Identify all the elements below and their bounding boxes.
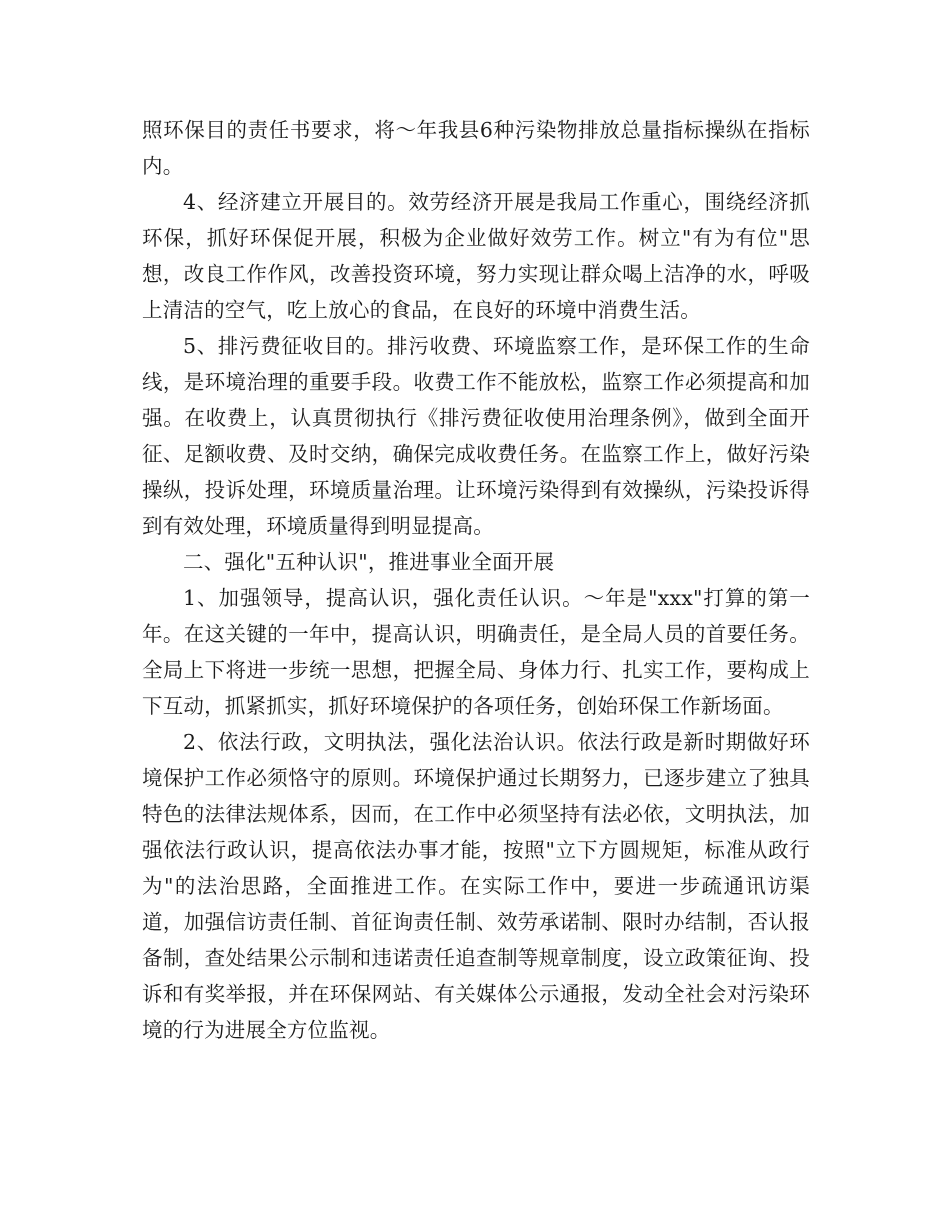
paragraph-item-2: 2、依法行政，文明执法，强化法治认识。依法行政是新时期做好环境保护工作必须恪守的原则。环境保护通过长期努力，已逐步建立了独具特色的法律法规体系，因而，在工作中必须坚持有法必依，文明执法，加强依法行政认识，提高依法办事才能，按照"立下方圆规矩，标准从政行为"的法治思路，全面推进工作。在实际工作中，要进一步疏通讯访渠道，加强信访责任制、首征询责任制、效劳承诺制、限时办结制，否认报备制，查处结果公示制和违诺责任追查制等规章制度，设立政策征询、投诉和有奖举报，并在环保网站、有关媒体公示通报，发动全社会对污染环境的行为进展全方位监视。 xyxy=(142,730,810,1042)
paragraph-item-4: 4、经济建立开展目的。效劳经济开展是我局工作重心，围绕经济抓环保，抓好环保促开展，积极为企业做好效劳工作。树立"有为有位"思想，改良工作作风，改善投资环境，努力实现让群众喝上洁净的水，呼吸上清洁的空气，吃上放心的食品，在良好的环境中消费生活。 xyxy=(142,190,810,322)
paragraph-item-5: 5、排污费征收目的。排污收费、环境监察工作，是环保工作的生命线，是环境治理的重要手段。收费工作不能放松，监察工作必须提高和加强。在收费上，认真贯彻执行《排污费征收使用治理条例》，做到全面开征、足额收费、及时交纳，确保完成收费任务。在监察工作上，做好污染操纵，投诉处理，环境质量治理。让环境污染得到有效操纵，污染投诉得到有效处理，环境质量得到明显提高。 xyxy=(142,334,810,538)
paragraph-item-1: 1、加强领导，提高认识，强化责任认识。～年是"xxx"打算的第一年。在这关键的一年中，提高认识，明确责任，是全局人员的首要任务。全局上下将进一步统一思想，把握全局、身体力行、扎实工作，要构成上下互动，抓紧抓实，抓好环境保护的各项任务，创始环保工作新场面。 xyxy=(142,586,810,718)
paragraph-continuation: 照环保目的责任书要求，将～年我县6种污染物排放总量指标操纵在指标内。 xyxy=(142,118,810,178)
document-body xyxy=(142,112,810,1048)
section-heading-2: 二、强化"五种认识"，推进事业全面开展 xyxy=(183,550,555,574)
